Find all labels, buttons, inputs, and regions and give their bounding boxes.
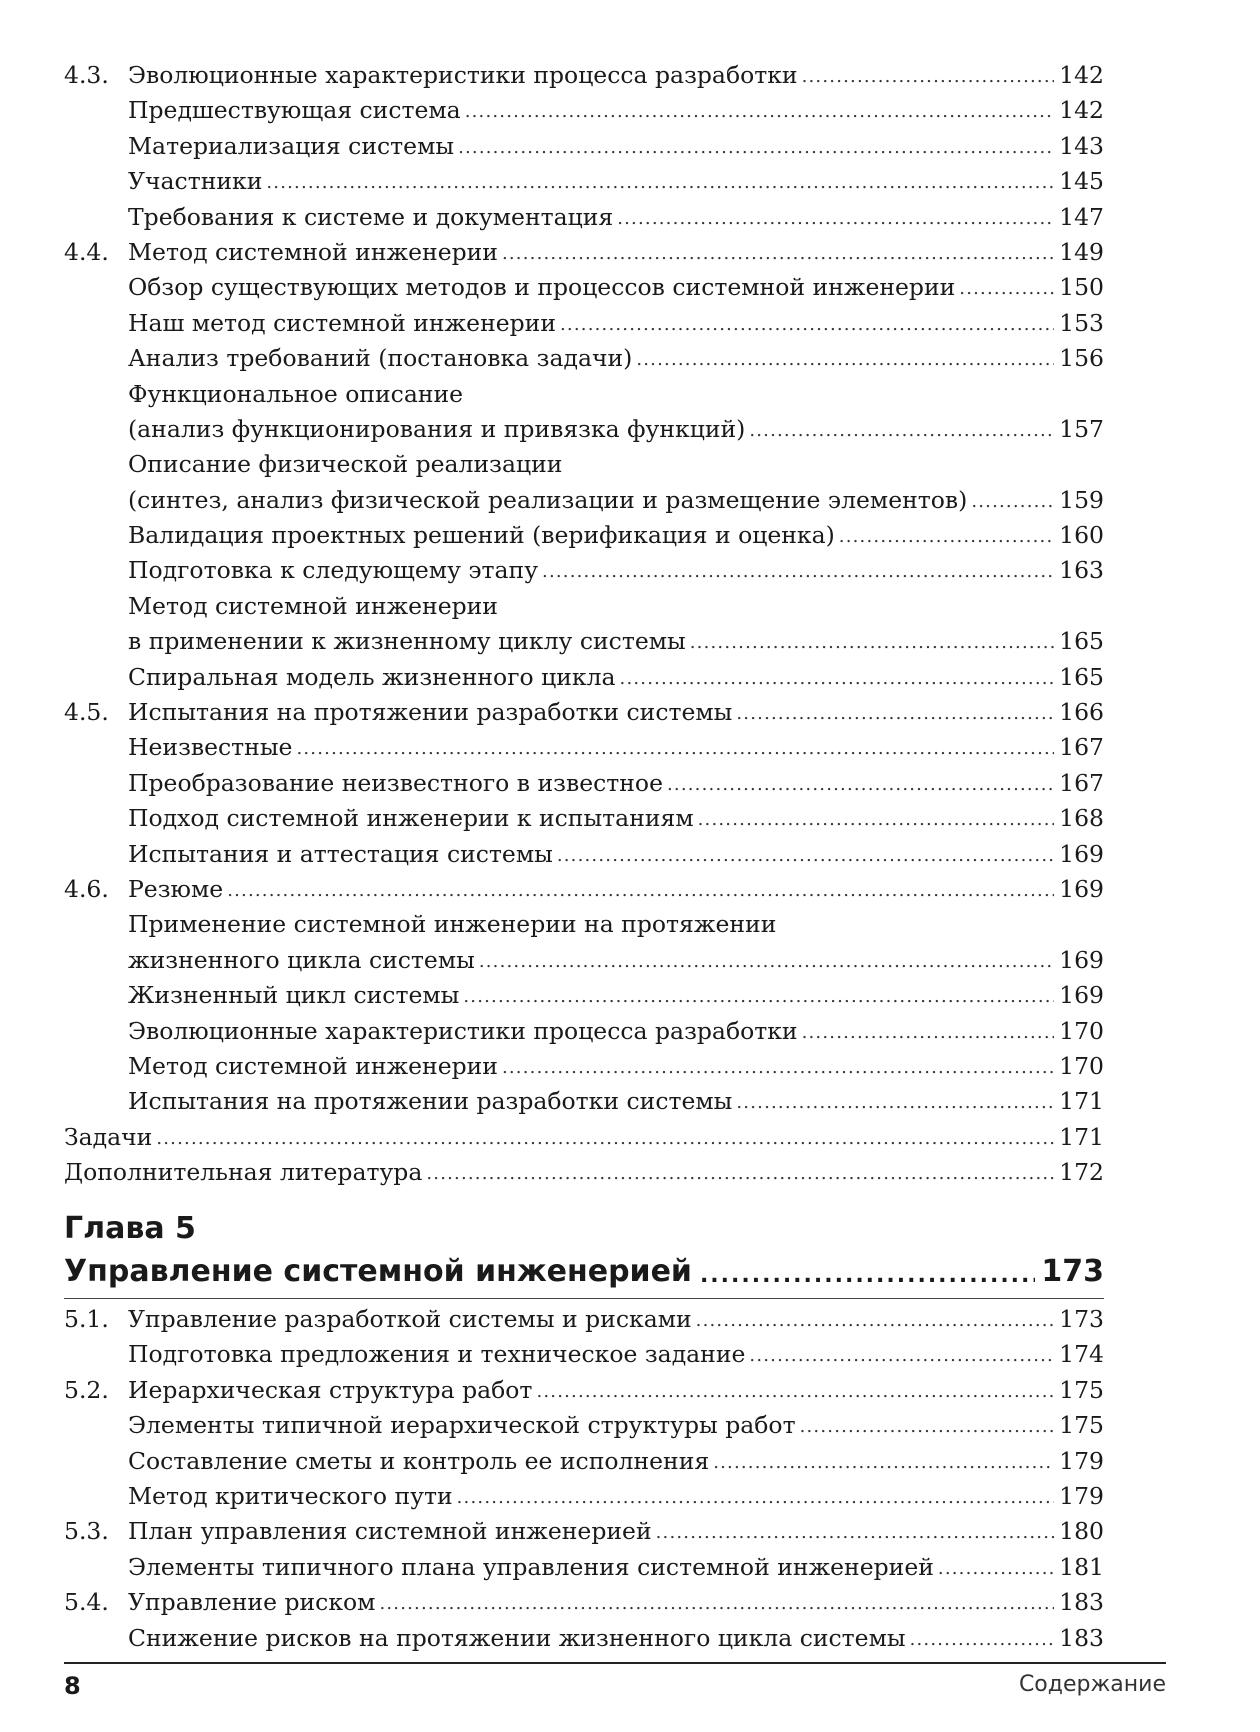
dot-leader xyxy=(156,1121,1054,1156)
dot-leader xyxy=(749,1338,1054,1373)
toc-entry-line xyxy=(64,1120,1104,1155)
toc-entry-page: 170 xyxy=(1054,1049,1104,1084)
toc-entry[interactable] xyxy=(64,1514,1104,1549)
toc-entry-line xyxy=(128,978,1104,1013)
toc-entry[interactable] xyxy=(64,766,1104,801)
toc-entry-page: 183 xyxy=(1054,1585,1104,1620)
toc-entry[interactable] xyxy=(64,412,1104,447)
toc-entry[interactable] xyxy=(64,129,1104,164)
toc-entry-line xyxy=(128,1049,1104,1084)
toc-entry-page: 157 xyxy=(1054,412,1104,447)
toc-entry-page: 169 xyxy=(1054,943,1104,978)
toc-entry-line xyxy=(128,837,1104,872)
toc-entry-line xyxy=(128,1373,1104,1408)
toc-entry[interactable] xyxy=(64,1479,1104,1514)
toc-entry[interactable] xyxy=(64,872,1104,907)
toc-entry-page: 174 xyxy=(1054,1337,1104,1372)
dot-leader xyxy=(617,201,1054,236)
toc-entry[interactable] xyxy=(64,1444,1104,1479)
dot-leader xyxy=(910,1622,1055,1657)
toc-entry-page: 149 xyxy=(1054,235,1104,270)
toc-entry-page: 145 xyxy=(1054,164,1104,199)
dot-leader xyxy=(656,1515,1055,1550)
toc-entry-title: Эволюционные характеристики процесса разработки xyxy=(128,1014,802,1049)
toc-entry-page: 150 xyxy=(1054,270,1104,305)
toc-entry-page: 159 xyxy=(1054,483,1104,518)
toc-entry-page: 170 xyxy=(1054,1014,1104,1049)
toc-entry[interactable] xyxy=(64,1337,1104,1372)
toc-entry-line xyxy=(128,1585,1104,1620)
section-number: 5.3. xyxy=(64,1517,109,1546)
toc-entry-title: Применение системной инженерии на протяжении xyxy=(128,907,776,942)
toc-entry[interactable] xyxy=(64,377,1104,412)
toc-entry[interactable] xyxy=(64,447,1104,482)
toc-entry-line xyxy=(128,1514,1104,1549)
toc-entry-page: 180 xyxy=(1054,1514,1104,1549)
dot-leader xyxy=(479,944,1054,979)
toc-entry-title: Дополнительная литература xyxy=(64,1155,426,1190)
dot-leader xyxy=(457,1480,1055,1515)
section-number: 5.2. xyxy=(64,1375,109,1404)
toc-entry-line xyxy=(128,164,1104,199)
toc-list xyxy=(64,58,1104,1191)
toc-entry-title: Функциональное описание xyxy=(128,377,463,412)
toc-entry-page: 163 xyxy=(1054,553,1104,588)
toc-entry-line xyxy=(128,58,1104,93)
toc-entry[interactable] xyxy=(64,270,1104,305)
toc-entry-line xyxy=(128,943,1104,978)
dot-leader xyxy=(636,342,1054,377)
dot-leader xyxy=(700,1254,1035,1298)
toc-entry-line xyxy=(128,518,1104,553)
toc-entry-title: Подход системной инженерии к испытаниям xyxy=(128,801,698,836)
toc-entry-line xyxy=(128,695,1104,730)
toc-entry[interactable] xyxy=(64,164,1104,199)
toc-entry-page: 173 xyxy=(1054,1302,1104,1337)
toc-entry[interactable] xyxy=(64,837,1104,872)
toc-entry-title: Подготовка предложения и техническое задание xyxy=(128,1337,749,1372)
toc-entry-title: Неизвестные xyxy=(128,730,296,765)
toc-entry[interactable] xyxy=(64,943,1104,978)
dot-leader xyxy=(463,979,1054,1014)
toc-entry-title: Анализ требований (постановка задачи) xyxy=(128,341,636,376)
dot-leader xyxy=(713,1445,1054,1480)
divider xyxy=(64,1298,1104,1299)
divider xyxy=(64,1662,1166,1664)
toc-entry-title: Жизненный цикл системы xyxy=(128,978,463,1013)
toc-entry-title: Составление сметы и контроль ее исполнения xyxy=(128,1444,713,1479)
toc-entry-line xyxy=(128,200,1104,235)
section-number: 4.4. xyxy=(64,237,109,266)
toc-entry-line xyxy=(128,766,1104,801)
toc-entry-line xyxy=(128,589,1104,624)
toc-entry-title: Испытания на протяжении разработки системы xyxy=(128,1084,736,1119)
toc-entry[interactable] xyxy=(64,58,1104,93)
section-number: 4.3. xyxy=(64,61,109,89)
dot-leader xyxy=(802,59,1055,94)
section-number: 5.4. xyxy=(64,1588,109,1617)
toc-entry-title: Элементы типичного плана управления системной инженерией xyxy=(128,1550,938,1585)
toc-entry-title: План управления системной инженерией xyxy=(128,1514,656,1549)
toc-entry-page: 167 xyxy=(1054,730,1104,765)
toc-entry-page: 147 xyxy=(1054,200,1104,235)
toc-entry-page: 167 xyxy=(1054,766,1104,801)
toc-entry-page: 179 xyxy=(1054,1479,1104,1514)
toc-entry-line xyxy=(128,1621,1104,1656)
toc-entry-page: 181 xyxy=(1054,1550,1104,1585)
toc-entry-title: Подготовка к следующему этапу xyxy=(128,553,542,588)
dot-leader xyxy=(502,1050,1054,1085)
toc-entry-page: 171 xyxy=(1054,1084,1104,1119)
toc-entry[interactable] xyxy=(64,1550,1104,1585)
dot-leader xyxy=(736,1085,1054,1120)
toc-entry[interactable] xyxy=(64,1585,1104,1620)
toc-entry-page: 171 xyxy=(1054,1120,1104,1155)
toc-entry-line xyxy=(128,624,1104,659)
toc-entry-line xyxy=(128,412,1104,447)
toc-entry-title: Участники xyxy=(128,164,266,199)
toc-entry-title: Резюме xyxy=(128,872,227,907)
toc-entry-page: 169 xyxy=(1054,837,1104,872)
toc-entry[interactable] xyxy=(64,306,1104,341)
footer-running-title: Содержание xyxy=(1018,1672,1166,1697)
toc-entry[interactable] xyxy=(64,93,1104,128)
toc-entry[interactable] xyxy=(64,730,1104,765)
toc-entry[interactable] xyxy=(64,907,1104,942)
dot-leader xyxy=(690,625,1054,660)
toc-entry-title: Испытания на протяжении разработки системы xyxy=(128,695,736,730)
toc-entry-title: (синтез, анализ физической реализации и размещение элементов) xyxy=(128,483,971,518)
dot-leader xyxy=(802,1015,1055,1050)
dot-leader xyxy=(502,236,1054,271)
dot-leader xyxy=(426,1156,1054,1191)
toc-entry-line xyxy=(128,553,1104,588)
toc-entry[interactable] xyxy=(64,1084,1104,1119)
toc-entry-title: Управление риском xyxy=(128,1585,379,1620)
toc-entry-page: 165 xyxy=(1054,660,1104,695)
dot-leader xyxy=(379,1586,1054,1621)
toc-entry[interactable] xyxy=(64,589,1104,624)
toc-list xyxy=(64,1302,1104,1656)
dot-leader xyxy=(560,307,1054,342)
toc-entry-page: 183 xyxy=(1054,1621,1104,1656)
toc-entry[interactable] xyxy=(64,200,1104,235)
chapter-heading xyxy=(64,1208,1104,1294)
section-number: 4.5. xyxy=(64,698,109,727)
toc-entry[interactable] xyxy=(64,1155,1104,1190)
dot-leader xyxy=(458,130,1054,165)
toc-entry-title: Преобразование неизвестного в известное xyxy=(128,766,667,801)
toc-entry[interactable] xyxy=(64,978,1104,1013)
toc-entry-line xyxy=(128,907,1104,942)
toc-entry[interactable] xyxy=(64,1120,1104,1155)
toc-entry-title: Валидация проектных решений (верификация и оценка) xyxy=(128,518,839,553)
toc-entry-title: жизненного цикла системы xyxy=(128,943,479,978)
toc-entry[interactable] xyxy=(64,1408,1104,1443)
toc-entry-title: Элементы типичной иерархической структуры работ xyxy=(128,1408,800,1443)
section-number: 5.1. xyxy=(64,1305,109,1333)
toc-entry-page: 169 xyxy=(1054,978,1104,1013)
toc-entry-page: 179 xyxy=(1054,1444,1104,1479)
toc-entry[interactable] xyxy=(64,660,1104,695)
toc-entry-page: 156 xyxy=(1054,341,1104,376)
chapter-page: 173 xyxy=(1041,1254,1104,1289)
toc-entry[interactable] xyxy=(64,695,1104,730)
toc-entry[interactable] xyxy=(64,235,1104,270)
toc-entry-title: в применении к жизненному циклу системы xyxy=(128,624,690,659)
toc-entry-page: 169 xyxy=(1054,872,1104,907)
toc-entry-title: Описание физической реализации xyxy=(128,447,562,482)
dot-leader xyxy=(542,554,1054,589)
toc-entry-page: 143 xyxy=(1054,129,1104,164)
toc-entry-page: 142 xyxy=(1054,58,1104,93)
toc-entry-title: Предшествующая система xyxy=(128,93,465,128)
toc-entry[interactable] xyxy=(64,1014,1104,1049)
toc-entry-line xyxy=(128,1550,1104,1585)
toc-entry[interactable] xyxy=(64,1049,1104,1084)
toc-entry-title: Требования к системе и документация xyxy=(128,200,617,235)
toc-entry-line xyxy=(128,270,1104,305)
toc-entry-title: Иерархическая структура работ xyxy=(128,1373,536,1408)
toc-entry-line xyxy=(128,660,1104,695)
dot-leader xyxy=(620,661,1055,696)
toc-entry[interactable] xyxy=(64,624,1104,659)
dot-leader xyxy=(736,696,1054,731)
toc-entry-title: Метод системной инженерии xyxy=(128,1049,502,1084)
dot-leader xyxy=(800,1409,1055,1444)
toc-entry-line xyxy=(128,235,1104,270)
dot-leader xyxy=(696,1303,1054,1338)
dot-leader xyxy=(971,484,1054,519)
toc-entry[interactable] xyxy=(64,518,1104,553)
toc-entry-title: Спиральная модель жизненного цикла xyxy=(128,660,620,695)
toc-entry-title: Снижение рисков на протяжении жизненного цикла системы xyxy=(128,1621,910,1656)
dot-leader xyxy=(266,165,1054,200)
dot-leader xyxy=(698,802,1055,837)
chapter-title: Управление системной инженерией xyxy=(64,1254,692,1289)
dot-leader xyxy=(749,413,1054,448)
toc-entry-title: Наш метод системной инженерии xyxy=(128,306,560,341)
toc-entry-title: (анализ функционирования и привязка функций) xyxy=(128,412,749,447)
toc-entry-title: Обзор существующих методов и процессов системной инженерии xyxy=(128,270,959,305)
toc-entry-page: 175 xyxy=(1054,1408,1104,1443)
chapter-title-row[interactable] xyxy=(64,1250,1104,1294)
toc-entry-title: Материализация системы xyxy=(128,129,458,164)
toc-entry[interactable] xyxy=(64,1302,1104,1337)
dot-leader xyxy=(557,838,1054,873)
toc-entry-page: 160 xyxy=(1054,518,1104,553)
toc-entry-line xyxy=(128,306,1104,341)
toc-entry-title: Эволюционные характеристики процесса разработки xyxy=(128,58,802,93)
toc-entry[interactable] xyxy=(64,341,1104,376)
toc-entry[interactable] xyxy=(64,483,1104,518)
toc-entry-line xyxy=(64,1155,1104,1190)
toc-entry-page: 165 xyxy=(1054,624,1104,659)
toc-entry-title: Метод системной инженерии xyxy=(128,589,498,624)
toc-entry-page: 172 xyxy=(1054,1155,1104,1190)
toc-entry[interactable] xyxy=(64,1621,1104,1656)
toc-entry-title: Испытания и аттестация системы xyxy=(128,837,557,872)
toc-entry-title: Управление разработкой системы и рисками xyxy=(128,1302,696,1337)
toc-entry-line xyxy=(128,129,1104,164)
toc-entry-line xyxy=(128,377,1104,412)
toc-entry-line xyxy=(128,1479,1104,1514)
toc-entry-line xyxy=(128,341,1104,376)
toc-entry[interactable] xyxy=(64,801,1104,836)
toc-entry-title: Метод системной инженерии xyxy=(128,235,502,270)
toc-entry[interactable] xyxy=(64,553,1104,588)
chapter-label: Глава 5 xyxy=(64,1211,196,1246)
toc-entry[interactable] xyxy=(64,1373,1104,1408)
toc-entry-line xyxy=(128,447,1104,482)
dot-leader xyxy=(296,731,1054,766)
toc-entry-line xyxy=(128,1014,1104,1049)
toc-entry-line xyxy=(128,1408,1104,1443)
toc-entry-page: 166 xyxy=(1054,695,1104,730)
toc-entry-title: Задачи xyxy=(64,1120,156,1155)
toc-entry-line xyxy=(128,1302,1104,1337)
toc-entry-line xyxy=(128,93,1104,128)
toc-entry-line xyxy=(128,1444,1104,1479)
footer-page-number: 8 xyxy=(64,1672,81,1700)
toc-entry-page: 142 xyxy=(1054,93,1104,128)
toc-entry-page: 175 xyxy=(1054,1373,1104,1408)
toc-entry-line xyxy=(128,872,1104,907)
dot-leader xyxy=(536,1374,1054,1409)
toc-entry-line xyxy=(128,483,1104,518)
toc-entry-title: Метод критического пути xyxy=(128,1479,457,1514)
section-number: 4.6. xyxy=(64,874,109,903)
toc-entry-line xyxy=(128,1337,1104,1372)
toc-entry-page: 153 xyxy=(1054,306,1104,341)
toc-entry-line xyxy=(128,801,1104,836)
dot-leader xyxy=(227,873,1054,908)
dot-leader xyxy=(839,519,1054,554)
toc-entry-line xyxy=(128,1084,1104,1119)
dot-leader xyxy=(465,94,1054,129)
dot-leader xyxy=(667,767,1054,802)
dot-leader xyxy=(959,271,1054,306)
dot-leader xyxy=(938,1551,1054,1586)
toc-entry-page: 168 xyxy=(1054,801,1104,836)
toc-entry-line xyxy=(128,730,1104,765)
